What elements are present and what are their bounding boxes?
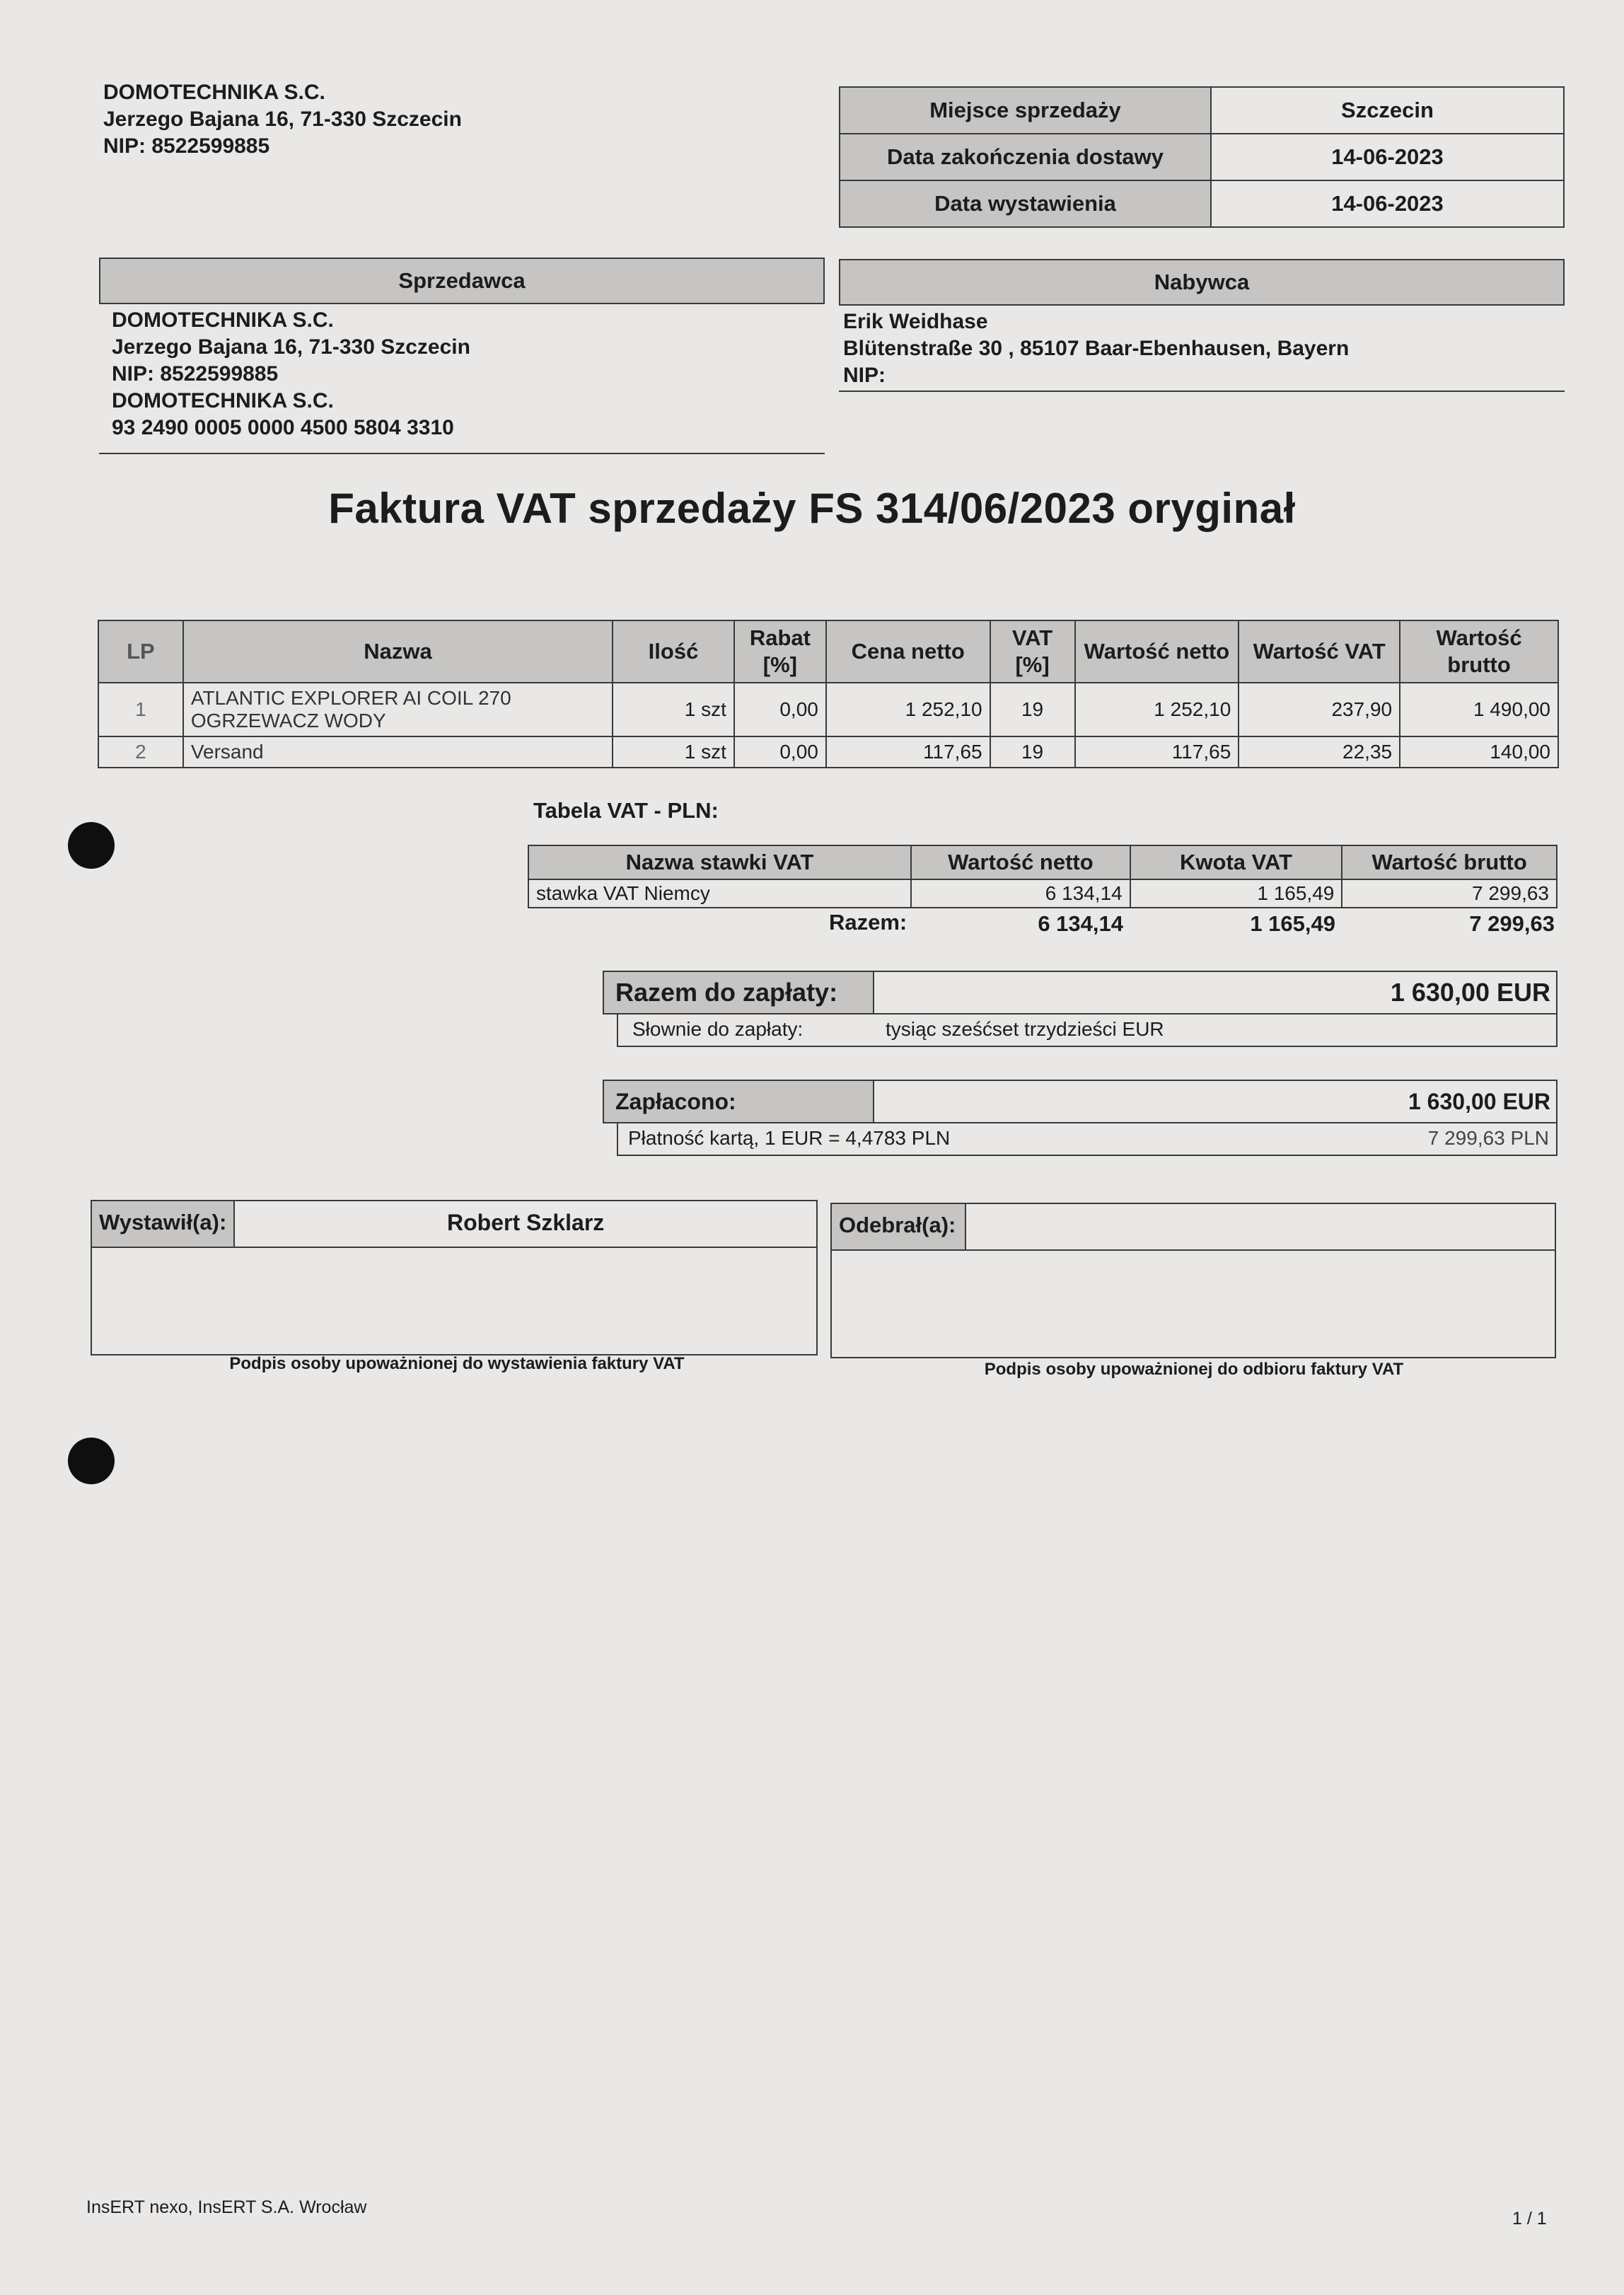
col-gross-line1: Wartość [1436, 625, 1522, 650]
cell-name-line1: ATLANTIC EXPLORER AI COIL 270 [190, 687, 511, 709]
cell-name: Versand [183, 736, 613, 768]
received-by-name-field [966, 1204, 1555, 1249]
vat-col-vat: Kwota VAT [1130, 845, 1342, 879]
cell-qty: 1 szt [613, 736, 734, 768]
cell-name-line2: OGRZEWACZ WODY [190, 710, 386, 732]
seller-divider [99, 453, 825, 454]
vat-col-net: Wartość netto [911, 845, 1130, 879]
cell-name [183, 683, 613, 736]
col-qty: Ilość [613, 620, 734, 683]
col-discount [734, 620, 826, 683]
table-row [98, 683, 1558, 736]
issued-by-header [92, 1201, 816, 1248]
buyer-line: Blütenstraße 30 , 85107 Baar-Ebenhausen, Bayern [843, 337, 1350, 360]
payment-due-box [603, 971, 1558, 1014]
cell-net: 1 252,10 [1075, 683, 1239, 736]
invoice-title: Faktura VAT sprzedaży FS 314/06/2023 oryginał [328, 485, 1296, 532]
company-address: Jerzego Bajana 16, 71-330 Szczecin [103, 108, 462, 131]
vat-total-net: 6 134,14 [1038, 911, 1123, 936]
vat-col-gross: Wartość brutto [1342, 845, 1557, 879]
cell-lp: 2 [98, 736, 183, 768]
vat-header-row [528, 845, 1557, 879]
cell-qty: 1 szt [613, 683, 734, 736]
vat-total-vat: 1 165,49 [1250, 911, 1335, 936]
cell-vat-value: 237,90 [1239, 683, 1400, 736]
col-vat [990, 620, 1075, 683]
received-by-label: Odebrał(a): [832, 1204, 966, 1249]
paid-amount: 1 630,00 EUR [1408, 1089, 1550, 1114]
paid-method: Płatność kartą, 1 EUR = 4,4783 PLN [628, 1127, 951, 1149]
info-row [840, 134, 1564, 180]
col-price: Cena netto [826, 620, 990, 683]
cell-lp: 1 [98, 683, 183, 736]
vat-table [528, 845, 1558, 908]
cell-discount: 0,00 [734, 683, 826, 736]
buyer-divider [839, 391, 1565, 392]
paid-box [603, 1080, 1558, 1123]
vat-total-label: Razem: [829, 910, 907, 935]
info-value: 14-06-2023 [1211, 134, 1564, 180]
vat-total-gross: 7 299,63 [1469, 911, 1555, 936]
seller-line: Jerzego Bajana 16, 71-330 Szczecin [112, 335, 470, 359]
items-table [98, 620, 1559, 768]
info-row [840, 87, 1564, 134]
info-value: 14-06-2023 [1211, 180, 1564, 227]
cell-price: 1 252,10 [826, 683, 990, 736]
info-row [840, 180, 1564, 227]
cell-gross: 140,00 [1400, 736, 1558, 768]
company-name: DOMOTECHNIKA S.C. [103, 81, 325, 104]
col-vat-line2: [%] [1015, 652, 1050, 677]
col-net: Wartość netto [1075, 620, 1239, 683]
payment-due-amount: 1 630,00 EUR [1390, 978, 1550, 1007]
col-discount-line2: [%] [762, 652, 797, 677]
issued-by-box [91, 1200, 818, 1355]
vat-cell-net: 6 134,14 [911, 879, 1130, 908]
payment-words-label: Słownie do zapłaty: [632, 1018, 804, 1040]
buyer-line: Erik Weidhase [843, 310, 988, 333]
payment-due-label: Razem do zapłaty: [604, 972, 874, 1013]
items-header-row [98, 620, 1558, 683]
info-label: Data zakończenia dostawy [840, 134, 1211, 180]
buyer-heading: Nabywca [839, 259, 1565, 306]
received-by-box [830, 1203, 1556, 1358]
seller-line: 93 2490 0005 0000 4500 5804 3310 [112, 416, 454, 439]
buyer-details [843, 308, 1349, 389]
seller-line: NIP: 8522599885 [112, 362, 279, 386]
received-by-caption: Podpis osoby upoważnionej do odbioru faktury VAT [984, 1360, 1404, 1379]
paid-method-box [617, 1123, 1558, 1156]
vat-cell-rate: stawka VAT Niemcy [528, 879, 911, 908]
punch-hole-bottom [68, 1438, 115, 1484]
cell-vat: 19 [990, 736, 1075, 768]
cell-discount: 0,00 [734, 736, 826, 768]
vat-cell-gross: 7 299,63 [1342, 879, 1557, 908]
sale-info-table [839, 86, 1565, 228]
col-discount-line1: Rabat [749, 625, 811, 650]
footer-page-number: 1 / 1 [1512, 2209, 1547, 2228]
seller-details [112, 307, 470, 441]
company-header [103, 79, 462, 160]
issued-by-caption: Podpis osoby upoważnionej do wystawienia faktury VAT [229, 1354, 685, 1373]
col-name: Nazwa [183, 620, 613, 683]
paid-pln: 7 299,63 PLN [1427, 1127, 1549, 1149]
received-by-header [832, 1204, 1555, 1251]
table-row [528, 879, 1557, 908]
payment-words-value: tysiąc sześćset trzydzieści EUR [886, 1018, 1164, 1040]
col-gross-line2: brutto [1447, 652, 1511, 677]
info-label: Data wystawienia [840, 180, 1211, 227]
seller-line: DOMOTECHNIKA S.C. [112, 308, 334, 332]
vat-table-caption: Tabela VAT - PLN: [533, 798, 719, 823]
cell-net: 117,65 [1075, 736, 1239, 768]
paid-label: Zapłacono: [604, 1081, 874, 1122]
issued-by-name: Robert Szklarz [447, 1210, 605, 1235]
info-value: Szczecin [1211, 87, 1564, 134]
footer-software: InsERT nexo, InsERT S.A. Wrocław [86, 2197, 367, 2217]
seller-heading: Sprzedawca [99, 258, 825, 304]
seller-line: DOMOTECHNIKA S.C. [112, 389, 334, 412]
buyer-line: NIP: [843, 364, 886, 387]
info-label: Miejsce sprzedaży [840, 87, 1211, 134]
cell-vat: 19 [990, 683, 1075, 736]
col-vat-value: Wartość VAT [1239, 620, 1400, 683]
vat-col-rate: Nazwa stawki VAT [528, 845, 911, 879]
vat-cell-vat: 1 165,49 [1130, 879, 1342, 908]
company-nip: NIP: 8522599885 [103, 134, 270, 158]
col-vat-line1: VAT [1011, 625, 1053, 650]
cell-price: 117,65 [826, 736, 990, 768]
col-lp: LP [98, 620, 183, 683]
issued-by-label: Wystawił(a): [92, 1201, 235, 1247]
payment-words-box [617, 1014, 1558, 1047]
table-row [98, 736, 1558, 768]
cell-gross: 1 490,00 [1400, 683, 1558, 736]
punch-hole-top [68, 822, 115, 869]
col-gross [1400, 620, 1558, 683]
cell-vat-value: 22,35 [1239, 736, 1400, 768]
